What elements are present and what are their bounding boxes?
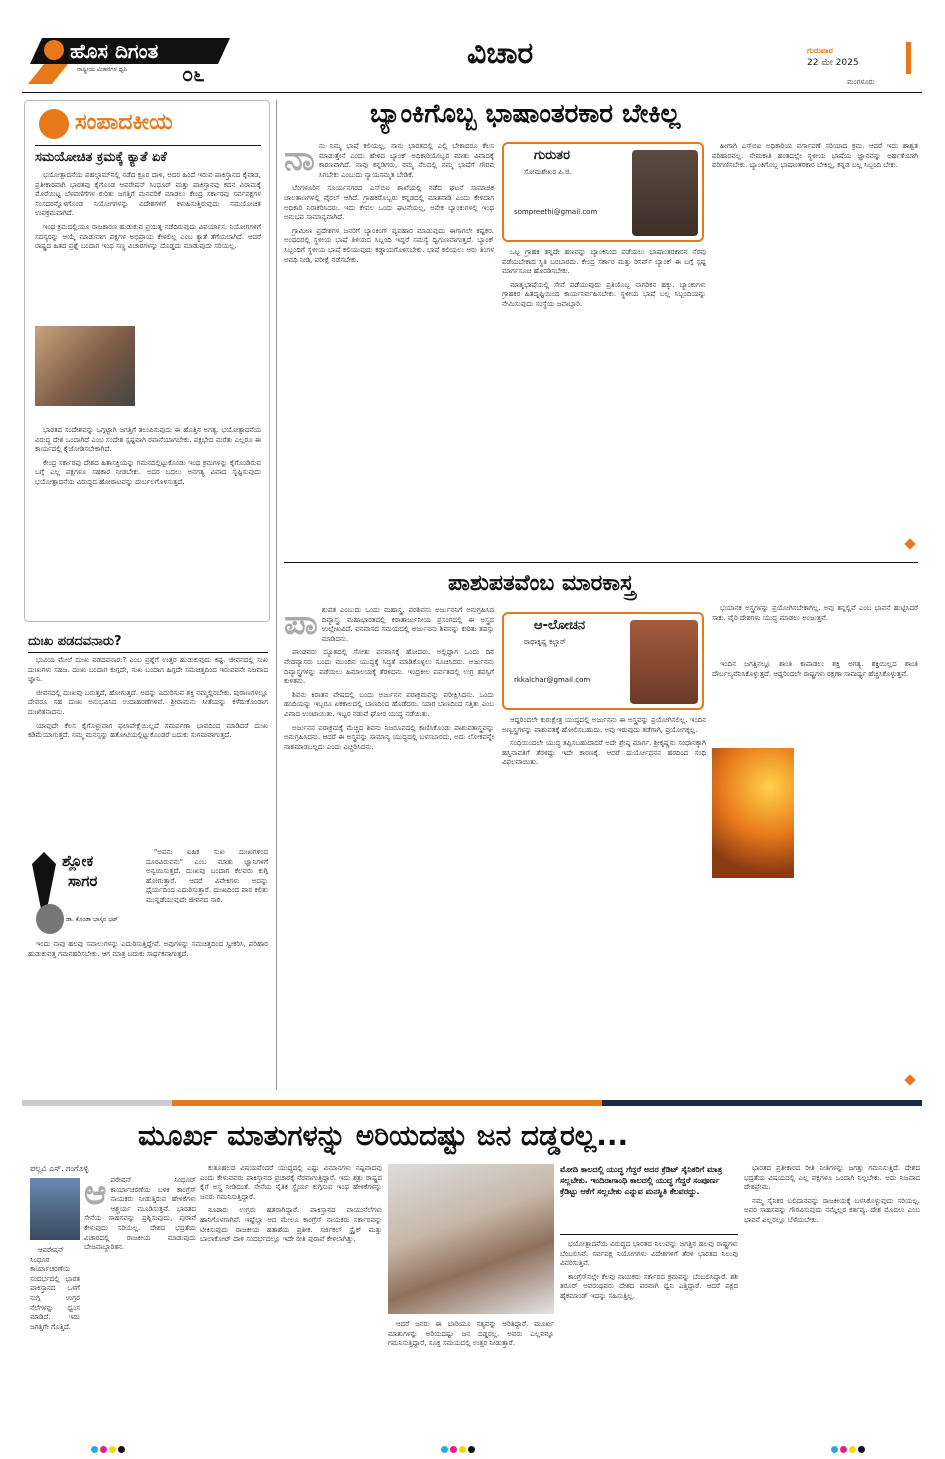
article2-paragraph: ಭಯಾನಕ ಅಸ್ತ್ರಗಳನ್ನು ಪ್ರಯೋಗಿಸಬೇಕಾಗಿಲ್ಲ. ಅವು ತನ್ನಲ್ಲಿವೆ ಎಂಬ ಭಾವನೆ ಹುಟ್ಟಿಸಿದರೆ ಸಾಕು. ವೈರಿ ದೇಶಗಳು ಯುದ್ಧ ಮಾಡಲು ಅಂಜುತ್ತವೆ. [712, 604, 918, 622]
editorial-label-rule [35, 145, 261, 146]
editorial-box [24, 100, 270, 622]
logo-text: ಹೊಸ ದಿಗಂತ [70, 39, 159, 63]
logo-block [22, 36, 237, 88]
logo-accent-bar [28, 64, 68, 84]
article3-paragraph: ಆಪರೇಷನ್ ಸಿಂಧೂರ ಕಾರ್ಯಾಚರಣೆಯ ಸಂದರ್ಭದಲ್ಲಿ ಭಾರತ ಪಾಕಿಸ್ತಾನದ ಒಳಗೆ ನುಗ್ಗಿ ಉಗ್ರರ ನೆಲೆಗಳನ್ನು ಧ್ವಂಸ ಮಾಡಿದೆ. ಇದು ಜಗತ್ತಿಗೇ ಗೊತ್ತಿದೆ. [30, 1246, 80, 1331]
article2-col-2 [502, 716, 706, 1084]
registration-marks-left [90, 1438, 126, 1457]
black-dot [858, 1446, 865, 1453]
article1-paragraph: ಗ್ರಾಮೀಣ ಪ್ರದೇಶಗಳ ಜನರಿಗೆ ಬ್ಯಾಂಕಿಂಗ್ ವ್ಯವಹಾರ ಮಾಡುವುದು ಈಗಾಗಲೇ ಕಷ್ಟಕರ. ಅಂಥದರಲ್ಲಿ ಸ್ಥಳೀಯ ಭಾಷೆ ತಿಳಿಯದ ಸಿಬ್ಬಂದಿ ಇದ್ದರೆ ಸಮಸ್ಯೆ ದ್ವಿಗುಣವಾಗುತ್ತದೆ. ಬ್ಯಾಂಕ್ ಸಿಬ್ಬಂದಿಗೆ ಸ್ಥಳೀಯ ಭಾಷೆ ಕಲಿಯುವುದು ಕಡ್ಡಾಯಗೊಳಿಸಬೇಕು. ಭಾಷೆ ಕಲಿಯಲು ಆರು ತಿಂಗಳ ಅವಧಿ ನೀಡಿ, ಪರೀಕ್ಷೆ ನಡೆಸಬೇಕು. [284, 226, 494, 264]
author-photo [36, 904, 64, 934]
article1-rule [284, 562, 918, 563]
article2-headline: ಪಾಶುಪತವೆಂಬ ಮಾರಕಾಸ್ತ್ರ [448, 571, 635, 596]
article1-byline-box [502, 142, 704, 242]
yellow-dot [459, 1446, 466, 1453]
page-number: ೦೬ [182, 62, 205, 86]
article3-col-3-bottom [388, 1320, 554, 1432]
article1-author-photo [632, 150, 698, 236]
article1-paragraph: ಮಾತೃಭಾಷೆಯಲ್ಲಿ ಸೇವೆ ಪಡೆಯುವುದು ಪ್ರತಿಯೊಬ್ಬ ನಾಗರಿಕನ ಹಕ್ಕು. ಬ್ಯಾಂಕುಗಳು ಗ್ರಾಹಕರ ಹಿತದೃಷ್ಟಿಯಿಂದ ಕಾರ್ಯನಿರ್ವಹಿಸಬೇಕು. ಸ್ಥಳೀಯ ಭಾಷೆ ಬಲ್ಲ ಸಿಬ್ಬಂದಿಯನ್ನು ನೇಮಿಸುವುದು ಸಂಸ್ಥೆಯ ಜವಾಬ್ದಾರಿ. [502, 280, 706, 308]
masthead-rule [22, 92, 922, 93]
grief-rule [28, 652, 268, 653]
magenta-dot [450, 1446, 457, 1453]
masthead-day: ಗುರುವಾರ [807, 46, 833, 55]
article3-author: ಪಲ್ಲವಿ ಎಸ್. ಗಂಗೊಳ್ಳಿ [30, 1164, 89, 1173]
article1-paragraph: ನು ನಿಮ್ಮ ಭಾಷೆ ಕಲಿಯಲ್ಲ, ನಾನು ಭಾರತದಲ್ಲಿ ಎಲ್ಲಿ ಬೇಕಾದರೂ ಕೆಲಸ ಮಾಡುತ್ತೇನೆ ಎಂದು ಹೇಳಿದ ಬ್ಯಾಂಕ್ ಅಧಿಕಾರಿಯೊಬ್ಬರ ಮಾತು ವಿವಾದಕ್ಕೆ ಕಾರಣವಾಗಿದೆ. ನಾವು ಕನ್ನಡಿಗರು, ನಮ್ಮ ನೆಲದಲ್ಲಿ ನಮ್ಮ ಭಾಷೆಗೆ ಗೌರವ ಸಿಗಬೇಕು ಎಂಬುದು ನ್ಯಾಯಸಮ್ಮತ ಬೇಡಿಕೆ. [318, 142, 494, 179]
article1-paragraph: ಹೀಗಾಗಿ ಎಸ್‌ಬಿಐ ಅಧಿಕಾರಿಯ ವರ್ಗಾವಣೆ ಸರಿಯಾದ ಕ್ರಮ. ಆದರೆ ಇದು ಶಾಶ್ವತ ಪರಿಹಾರವಲ್ಲ. ನೇಮಕಾತಿ ಹಂತದಲ್ಲೇ ಸ್ಥಳೀಯ ಭಾಷೆಯ ಜ್ಞಾನವನ್ನು ಅರ್ಹತೆಯಾಗಿ ಪರಿಗಣಿಸಬೇಕು. ಬ್ಯಾಂಕಿಗೊಬ್ಬ ಭಾಷಾಂತರಕಾರ ಬೇಕಿಲ್ಲ, ಕನ್ನಡ ಬಲ್ಲ ಸಿಬ್ಬಂದಿ ಬೇಕು. [712, 142, 918, 170]
article3-col-2 [200, 1164, 382, 1432]
divider-orange [172, 1100, 602, 1106]
cyan-dot [831, 1446, 838, 1453]
article3-headline: ಮೂರ್ಖ ಮಾತುಗಳನ್ನು ಅರಿಯದಷ್ಟು ಜನ ದಡ್ಡರಲ್ಲ... [138, 1119, 629, 1152]
article1-email: sompreethi@gmail.com [514, 208, 598, 216]
grief-body [28, 656, 268, 842]
article2-col-1 [284, 606, 494, 1084]
article1-paragraph: ಬೆಂಗಳೂರಿನ ಸೂರ್ಯನಗರದ ಎಸ್‌ಬಿಐ ಶಾಖೆಯಲ್ಲಿ ನಡೆದ ಘಟನೆ ಸಾಮಾಜಿಕ ಜಾಲತಾಣಗಳಲ್ಲಿ ವೈರಲ್ ಆಗಿದೆ. ಗ್ರಾಹಕರೊಬ್ಬರು ಕನ್ನಡದಲ್ಲಿ ಮಾತನಾಡಿ ಎಂದು ಕೇಳಿದಾಗ ಅಧಿಕಾರಿ ನಿರಾಕರಿಸಿದರು. ಇದು ಕೇವಲ ಒಂದು ಘಟನೆಯಲ್ಲ, ಅನೇಕ ಬ್ಯಾಂಕುಗಳಲ್ಲಿ ಇಂಥ ಅನುಭವ ಸಾಮಾನ್ಯವಾಗಿದೆ. [284, 184, 494, 222]
editorial-paragraph: ಇಂಥ ಕ್ರಮದಲ್ಲಿಯೂ ರಾಜಕಾರಣ ಹುಡುಕುವ ಪ್ರಯತ್ನ ನಡೆದಿರುವುದು ವಿಪರ್ಯಾಸ. ನಿಯೋಗಗಳಿಗೆ ಸದಸ್ಯರನ್ನು ಆಯ್ಕೆ ಮಾಡುವಾಗ ಪಕ್ಷಗಳ ಅಭಿಪ್ರಾಯ ಕೇಳಲಿಲ್ಲ ಎಂಬ ಕ್ಯಾತೆ ತೆಗೆಯಲಾಗಿದೆ. ಆದರೆ ರಾಷ್ಟ್ರದ ಹಿತದ ಪ್ರಶ್ನೆ ಬಂದಾಗ ಇಂಥ ಸಣ್ಣ ವಿಚಾರಗಳನ್ನು ದೊಡ್ಡದು ಮಾಡುವುದು ಸರಿಯಲ್ಲ. [35, 222, 261, 251]
article2-author-photo [630, 620, 698, 704]
article3-photo [388, 1164, 554, 1314]
article1-dropcap: ನಾ [284, 142, 315, 179]
article2-paragraph: ಆದ್ದರಿಂದಲೇ ಕುರುಕ್ಷೇತ್ರ ಯುದ್ಧದಲ್ಲಿ ಅರ್ಜುನನು ಈ ಅಸ್ತ್ರವನ್ನು ಪ್ರಯೋಗಿಸಲಿಲ್ಲ. ಇಂದಿನ ಅಣ್ವಸ್ತ್ರಗಳನ್ನು ಪಾಶುಪತಕ್ಕೆ ಹೋಲಿಸಬಹುದು. ಅವು ಇರುವುದು ತಡೆಗಾಗಿ, ಪ್ರಯೋಗಕ್ಕಲ್ಲ. [502, 716, 706, 734]
logo-tagline: ರಾಷ್ಟ್ರೀಯ ವಿಚಾರಗಳ ಧ್ವನಿ [77, 66, 128, 73]
article2-col-3-top [712, 604, 918, 654]
article3-col-4 [560, 1240, 738, 1432]
article1-column-name: ಗುರುತರ [534, 148, 570, 163]
article3-paragraph: ಆದರೆ ಜನರು ಈ ಬಾರಿಯೂ ಸತ್ಯವನ್ನು ಅರಿತಿದ್ದಾರೆ. ಮೂರ್ಖ ಮಾತುಗಳನ್ನು ಅರಿಯದಷ್ಟು ಜನ ದಡ್ಡರಲ್ಲ. ಅವರು ಎಲ್ಲವನ್ನೂ ಗಮನಿಸುತ್ತಿದ್ದಾರೆ, ಸೂಕ್ತ ಸಮಯದಲ್ಲಿ ಉತ್ತರ ನೀಡುತ್ತಾರೆ. [388, 1320, 554, 1348]
grief-paragraph: ಜೀವನದಲ್ಲಿ ದುಃಖವು ಬರುತ್ತದೆ, ಹೋಗುತ್ತದೆ. ಅದನ್ನು ಎದುರಿಸುವ ಶಕ್ತಿ ನಮ್ಮಲ್ಲಿರಬೇಕು. ಪುರಾಣಗಳಲ್ಲೂ ದೇವರೂ ಸಹ ದುಃಖ ಅನುಭವಿಸಿದ ಉದಾಹರಣೆಗಳಿವೆ. ಶ್ರೀರಾಮನು ಸೀತೆಯನ್ನು ಕಳೆದುಕೊಂಡಾಗ ದುಃಖಿತನಾದನು. [28, 688, 268, 716]
registration-marks-right [830, 1438, 866, 1457]
registration-marks-center [440, 1438, 476, 1457]
cyan-dot [91, 1446, 98, 1453]
article1-paragraph: ಒಬ್ಬ ಗ್ರಾಹಕ ತನ್ನದೇ ಹಣವನ್ನು ಬ್ಯಾಂಕಿನಿಂದ ಪಡೆಯಲು ಭಾಷಾಂತರಕಾರನ ನೆರವು ಪಡೆಯಬೇಕಾದ ಸ್ಥಿತಿ ಬರಬಾರದು. ಕೇಂದ್ರ ಸರ್ಕಾರ ಮತ್ತು ರಿಸರ್ವ್ ಬ್ಯಾಂಕ್ ಈ ಬಗ್ಗೆ ಸ್ಪಷ್ಟ ಮಾರ್ಗಸೂಚಿ ಹೊರಡಿಸಬೇಕು. [502, 248, 706, 276]
yellow-dot [849, 1446, 856, 1453]
article3-paragraph: ಭಯೋತ್ಪಾದನೆಯ ವಿರುದ್ಧದ ಭಾರತದ ನಿಲುವನ್ನು ಜಗತ್ತಿನ ಹಲವು ರಾಷ್ಟ್ರಗಳು ಬೆಂಬಲಿಸಿವೆ. ಸರ್ವಪಕ್ಷ ನಿಯೋಗಗಳು ವಿದೇಶಗಳಿಗೆ ತೆರಳಿ ಭಾರತದ ನಿಲುವು ವಿವರಿಸುತ್ತಿವೆ. [560, 1240, 738, 1268]
quill-icon [32, 852, 56, 912]
grief-paragraph: "ಅವನು ಐಹಿಕ ಸುಖ ದುಃಖಗಳಿಂದ ದೂರವಿರುವನು" ಎಂಬ ಮಾತು ಜ್ಞಾನಿಗಳಿಗೆ ಅನ್ವಯಿಸುತ್ತದೆ. ದುಃಖವು ಬಂದಾಗ ಕೆಲವರು ಕುಗ್ಗಿ ಹೋಗುತ್ತಾರೆ. ಆದರೆ ವಿವೇಕಿಗಳು ಅದನ್ನು ಧೈರ್ಯದಿಂದ ಎದುರಿಸುತ್ತಾರೆ. ದುಃಖದಿಂದ ಪಾಠ ಕಲಿತು ಮುನ್ನಡೆಯುವುದೇ ಜೀವನದ ಸಾರ. [146, 848, 268, 904]
article3-col-1 [84, 1176, 196, 1432]
masthead-date: 22 ಮೇ 2025 [807, 58, 859, 68]
cyan-dot [441, 1446, 448, 1453]
shloka-label-1: ಶ್ಲೋಕ [62, 852, 94, 870]
masthead [22, 36, 922, 92]
editorial-emblem-icon [39, 109, 69, 139]
article3-paragraph: ಕುತೂಹಲದ ವಿಷಯವೆಂದರೆ ಯುದ್ಧದಲ್ಲಿ ಎಷ್ಟು ವಿಮಾನಗಳು ನಷ್ಟವಾದವು ಎಂದು ಕೇಳುವವರು ಪಾಕಿಸ್ತಾನದ ಪ್ರಚಾರಕ್ಕೆ ನೆರವಾಗುತ್ತಿದ್ದಾರೆ. ಇದು ಶತ್ರು ರಾಷ್ಟ್ರದ ಕೈಗೆ ಅಸ್ತ್ರ ನೀಡಿದಂತೆ. ಸೇನೆಯ ನೈತಿಕ ಸ್ಥೈರ್ಯ ಕುಗ್ಗಿಸುವ ಇಂಥ ಹೇಳಿಕೆಗಳನ್ನು ಜನರು ಗಮನಿಸುತ್ತಿದ್ದಾರೆ. [200, 1164, 382, 1201]
grief-body-right [146, 848, 268, 938]
article3-col-5 [744, 1164, 920, 1432]
article3-col-1b [30, 1246, 80, 1432]
article1-col-2 [502, 248, 706, 554]
editorial-headline: ಸಮಯೋಚಿತ ಕ್ರಮಕ್ಕೆ ಕ್ಯಾತೆ ಏಕೆ [35, 150, 167, 165]
article2-dropcap: ಪಾ [284, 606, 318, 643]
editorial-paragraph: ಕೇಂದ್ರ ಸರ್ಕಾರವು ದೇಶದ ಹಿತಾಸಕ್ತಿಯನ್ನು ಗಮನದಲ್ಲಿಟ್ಟುಕೊಂಡು ಇಂಥ ಕ್ರಮಗಳನ್ನು ಕೈಗೊಂಡಿರುವ ಬಗ್ಗೆ ಎಲ್ಲ ಪಕ್ಷಗಳೂ ಸಹಕಾರ ನೀಡಬೇಕು. ಅದರ ಬದಲು ಅನಗತ್ಯ ವಿವಾದ ಸೃಷ್ಟಿಸುವುದು ಭಯೋತ್ಪಾದನೆಯ ವಿರುದ್ಧದ ಹೋರಾಟವನ್ನು ದುರ್ಬಲಗೊಳಿಸುತ್ತದೆ. [35, 458, 261, 486]
article3-paragraph: ಭಾರತದ ಪ್ರತೀಕಾರದ ರೀತಿ ನೀತಿಗಳನ್ನು ಜಗತ್ತು ಗಮನಿಸುತ್ತಿದೆ. ದೇಶದ ಭದ್ರತೆಯ ವಿಷಯದಲ್ಲಿ ಎಲ್ಲ ಪಕ್ಷಗಳೂ ಒಂದಾಗಿ ನಿಲ್ಲಬೇಕು. ಅದು ನಿಜವಾದ ದೇಶಪ್ರೇಮ. [744, 1164, 920, 1192]
editorial-photo [35, 326, 135, 406]
editorial-paragraph: ಭಾರತದ ಸಂದೇಶವನ್ನು ಒಗ್ಗಟ್ಟಾಗಿ ಜಗತ್ತಿಗೆ ತಲುಪಿಸುವುದು ಈ ಹೊತ್ತಿನ ಅಗತ್ಯ. ಭಯೋತ್ಪಾದನೆಯ ವಿರುದ್ಧ ದೇಶ ಒಂದಾಗಿದೆ ಎಂಬ ಸಂದೇಶ ಸ್ಪಷ್ಟವಾಗಿ ರವಾನೆಯಾಗಬೇಕು. ಪಕ್ಷಭೇದ ಮರೆತು ಎಲ್ಲರೂ ಈ ಕಾರ್ಯದಲ್ಲಿ ಕೈಜೋಡಿಸಬೇಕಾಗಿದೆ. [35, 426, 261, 454]
article1-headline: ಬ್ಯಾಂಕಿಗೊಬ್ಬ ಭಾಷಾಂತರಕಾರ ಬೇಕಿಲ್ಲ [370, 99, 681, 129]
article2-paragraph: ಸಂಧಿಯಿಂದಲೇ ಯುದ್ಧ ತಪ್ಪಿಸಬಹುದಾದರೆ ಅದೇ ಶ್ರೇಷ್ಠ ಮಾರ್ಗ. ಶ್ರೀಕೃಷ್ಣನು ಸಂಧಾನಕ್ಕಾಗಿ ಹಸ್ತಿನಾವತಿಗೆ ತೆರಳಿದ್ದು ಇದೇ ಕಾರಣಕ್ಕೆ. ಆದರೆ ದುರ್ಯೋಧನನ ಹಠದಿಂದ ಸಂಧಿ ವಿಫಲವಾಯಿತು. [502, 739, 706, 767]
editorial-label: ಸಂಪಾದಕೀಯ [75, 110, 173, 135]
article3-dropcap: ಆ [84, 1176, 107, 1213]
article1-col-3 [712, 142, 918, 554]
black-dot [468, 1446, 475, 1453]
logo-emblem-icon [44, 40, 64, 60]
grief-headline: ದುಃಖ ಪಡದವನಾರು? [28, 634, 122, 649]
editorial-body-2 [35, 426, 261, 616]
black-dot [118, 1446, 125, 1453]
article2-col-3 [712, 660, 918, 1084]
masthead-side-accent [906, 42, 911, 74]
article2-paragraph: ಶಿವನು ಕಿರಾತನ ವೇಷದಲ್ಲಿ ಬಂದು ಅರ್ಜುನನ ಪರಾಕ್ರಮವನ್ನು ಪರೀಕ್ಷಿಸಿದನು. ಒಂದು ಹಂದಿಯನ್ನು ಇಬ್ಬರೂ ಏಕಕಾಲದಲ್ಲಿ ಬಾಣದಿಂದ ಹೊಡೆದರು. ಯಾರ ಬಾಣದಿಂದ ಸತ್ತಿತು ಎಂಬ ವಿವಾದ ಉಂಟಾಯಿತು. ಇಬ್ಬರ ನಡುವೆ ಘೋರ ಯುದ್ಧ ನಡೆಯಿತು. [284, 690, 494, 718]
article3-paragraph: ಕಾಂಗ್ರೆಸ್‌ನಲ್ಲೇ ಕೆಲವು ನಾಯಕರು ಸರ್ಕಾರದ ಕ್ರಮವನ್ನು ಬೆಂಬಲಿಸಿದ್ದಾರೆ. ಶಶಿ ತರೂರ್ ಅವರಂಥವರು ದೇಶದ ಪರವಾಗಿ ಧ್ವನಿ ಎತ್ತಿದ್ದಾರೆ. ಆದರೆ ಪಕ್ಷದ ಹೈಕಮಾಂಡ್ ಇದನ್ನು ಸಹಿಸುತ್ತಿಲ್ಲ. [560, 1272, 738, 1300]
article2-byline-box [502, 612, 704, 710]
shloka-author: ಡಾ. ಕೊಂಡಾ ಭಾಸ್ಕರ ಭಟ್ [66, 916, 119, 923]
article3-pullquote: ಮೋದಿ ಕಾಲದಲ್ಲಿ ಯುದ್ಧ ಗೆದ್ದರೆ ಅದರ ಕ್ರೆಡಿಟ್ ಸೈನಿಕರಿಗೆ ಮಾತ್ರ ಸಲ್ಲಬೇಕು. ಇಂದಿರಾಗಾಂಧಿ ಕಾಲದಲ್ಲಿ ಯುದ್ಧ ಗೆದ್ದರೆ ಸಂಪೂರ್ಣ ಕ್ರೆಡಿಟ್ಟು ಆಕೆಗೆ ಸಲ್ಲಬೇಕು ಎನ್ನುವ ಮನಸ್ಥಿತಿ ಕೆಲವರದ್ದು. [560, 1165, 723, 1196]
column-divider [276, 100, 277, 1090]
shloka-logo [28, 848, 140, 938]
grief-body-bottom [28, 940, 268, 1090]
editorial-paragraph: ಭಯೋತ್ಪಾದನೆಯ ಪಹಲ್ಗಾಮ್‌ನಲ್ಲಿ ನಡೆದ ಕ್ರೂರ ದಾಳಿ, ಅದರ ಹಿಂದೆ ಇರುವ ಪಾಕಿಸ್ತಾನದ ಕೈವಾಡ, ಪ್ರತೀಕಾರವಾಗಿ ಭಾರತವು ಕೈಗೊಂಡ ಆಪರೇಷನ್ ಸಿಂಧೂರ್ ಮತ್ತು ಪಾಕಿಸ್ತಾನವು ಕದನ ವಿರಾಮಕ್ಕೆ ಮೊರೆಯಿಟ್ಟ ಬೆಳವಣಿಗೆಗಳ ಕುರಿತು ಜಗತ್ತಿಗೆ ಮನವರಿಕೆ ಮಾಡಲು ಕೇಂದ್ರ ಸರ್ಕಾರವು ಸರ್ವಪಕ್ಷಗಳ ಸಂಸದರನ್ನೊಳಗೊಂಡ ನಿಯೋಗಗಳನ್ನು ವಿದೇಶಗಳಿಗೆ ಕಳುಹಿಸುತ್ತಿರುವುದು ಸಮಯೋಚಿತ ಉಪಕ್ರಮವಾಗಿದೆ. [35, 171, 261, 218]
magenta-dot [840, 1446, 847, 1453]
divider-navy [602, 1100, 922, 1106]
masthead-city: ಮಂಗಳೂರು [847, 78, 875, 86]
article2-paragraph: ಅರ್ಜುನನ ಪರಾಕ್ರಮಕ್ಕೆ ಮೆಚ್ಚಿದ ಶಿವನು ನಿಜರೂಪದಲ್ಲಿ ಕಾಣಿಸಿಕೊಂಡು ಪಾಶುಪತಾಸ್ತ್ರವನ್ನು ಅನುಗ್ರಹಿಸಿದನು. ಆದರೆ ಈ ಅಸ್ತ್ರವನ್ನು ಸಾಮಾನ್ಯ ಯುದ್ಧದಲ್ಲಿ ಬಳಸಬಾರದು, ಅದು ಲೋಕವನ್ನೇ ನಾಶಮಾಡಬಲ್ಲದು ಎಂದು ಎಚ್ಚರಿಸಿದನು. [284, 723, 494, 751]
article2-email: rkkalchar@gmail.com [514, 676, 591, 684]
magenta-dot [100, 1446, 107, 1453]
yellow-dot [109, 1446, 116, 1453]
grief-paragraph: ಯಾವುದೇ ಕೆಲಸ ಕೈಗೊಳ್ಳುವಾಗ ಫಲಾಪೇಕ್ಷೆಯಿಲ್ಲದೆ ಸಮರ್ಪಣಾ ಭಾವದಿಂದ ಮಾಡಿದರೆ ದುಃಖ ಕಡಿಮೆಯಾಗುತ್ತದೆ. ನಮ್ಮ ಮನಸ್ಸನ್ನು ಹತೋಟಿಯಲ್ಲಿಟ್ಟುಕೊಂಡರೆ ಬದುಕು ಸುಗಮವಾಗುತ್ತದೆ. [28, 721, 268, 740]
article2-paragraph: ಶುಪತ ಎಂಬುದು ಒಂದು ಮಹಾಸ್ತ್ರ. ಪರಶಿವನು ಅರ್ಜುನನಿಗೆ ಅನುಗ್ರಹಿಸಿದ ದಿವ್ಯಾಸ್ತ್ರ. ಮಹಾಭಾರತದಲ್ಲಿ ಕಿರಾತಾರ್ಜುನೀಯ ಪ್ರಸಂಗದಲ್ಲಿ ಈ ಅಸ್ತ್ರದ ಉಲ್ಲೇಖವಿದೆ. ವನವಾಸದ ಸಮಯದಲ್ಲಿ ಅರ್ಜುನನು ಶಿವನನ್ನು ಕುರಿತು ತಪಸ್ಸು ಮಾಡಿದನು. [321, 606, 494, 643]
grief-paragraph: ಇಂದು ನಾವು ಹಲವು ಸವಾಲುಗಳನ್ನು ಎದುರಿಸುತ್ತಿದ್ದೇವೆ. ಅವುಗಳನ್ನು ಸಮಚಿತ್ತದಿಂದ ಸ್ವೀಕರಿಸಿ, ಪರಿಹಾರ ಹುಡುಕುವತ್ತ ಗಮನಹರಿಸಬೇಕು. ಆಗ ಮಾತ್ರ ಬದುಕು ಸಾರ್ಥಕವಾಗುತ್ತದೆ. [28, 940, 268, 958]
article2-paragraph: ಪಾಂಡವರು ದ್ಯೂತದಲ್ಲಿ ಸೋತು ವನವಾಸಕ್ಕೆ ಹೋದರು. ಅಲ್ಲಿದ್ದಾಗ ಒಂದು ದಿನ ವೇದವ್ಯಾಸರು ಬಂದು ಮುಂದಿನ ಯುದ್ಧಕ್ಕೆ ಸಿದ್ಧತೆ ಮಾಡಿಕೊಳ್ಳಲು ಸೂಚಿಸಿದರು. ಅರ್ಜುನನು ದಿವ್ಯಾಸ್ತ್ರಗಳನ್ನು ಪಡೆಯಲು ಹಿಮಾಲಯಕ್ಕೆ ತೆರಳಿದನು. ಇಂದ್ರಕೀಲ ಪರ್ವತದಲ್ಲಿ ಉಗ್ರ ತಪಸ್ಸಿಗೆ ಕುಳಿತನು. [284, 648, 494, 686]
article3-paragraph: ನಮ್ಮ ಸೈನಿಕರ ಬಲಿದಾನವನ್ನು ರಾಜಕೀಯಕ್ಕೆ ಬಳಸಿಕೊಳ್ಳುವುದು ಸರಿಯಲ್ಲ. ಅವರ ಸಾಹಸವನ್ನು ಗೌರವಿಸುವುದು ನಮ್ಮೆಲ್ಲರ ಕರ್ತವ್ಯ. ದೇಶ ಮೊದಲು ಎಂಬ ಭಾವನೆ ಎಲ್ಲರಲ್ಲೂ ಬೆಳೆಯಬೇಕು. [744, 1196, 920, 1224]
article3-paragraph: ನೂರಾರು ಉಗ್ರರು ಹತರಾಗಿದ್ದಾರೆ. ಪಾಕಿಸ್ತಾನದ ವಾಯುನೆಲೆಗಳು ಹಾನಿಗೊಳಗಾಗಿವೆ. ಇಷ್ಟೆಲ್ಲಾ ಆದ ಮೇಲೂ ಕಾಂಗ್ರೆಸ್ ನಾಯಕರು ಸರ್ಕಾರವನ್ನು ಟೀಕಿಸುವುದು ರಾಜಕೀಯ ಹತಾಶೆಯ ಪ್ರತೀಕ. ಸರ್ಜಿಕಲ್ ಸ್ಟ್ರೈಕ್ ಮತ್ತು ಬಾಲಾಕೋಟ್ ದಾಳಿ ಸಂದರ್ಭದಲ್ಲೂ ಇದೇ ರೀತಿ ಪುರಾವೆ ಕೇಳಲಾಗಿತ್ತು. [200, 1206, 382, 1244]
article3-paragraph: ಪರೇಷನ್ ಸಿಂಧೂರ್ ಕಾರ್ಯಾಚರಣೆಯ ಬಳಿಕ ಕಾಂಗ್ರೆಸ್ ನಾಯಕರು ನೀಡುತ್ತಿರುವ ಹೇಳಿಕೆಗಳು ಆಶ್ಚರ್ಯ ಮೂಡಿಸುತ್ತವೆ. ಭಾರತದ ಸೇನೆಯ ಸಾಹಸವನ್ನು ಪ್ರಶ್ನಿಸುವುದು, ಪುರಾವೆ ಕೇಳುವುದು ಸರಿಯಲ್ಲ. ದೇಶದ ಭದ್ರತೆಯ ವಿಚಾರದಲ್ಲಿ ರಾಜಕೀಯ ಮಾಡುವುದು ಬೇಜವಾಬ್ದಾರಿತನ. [84, 1176, 196, 1252]
article2-author: ರಾಧಾಕೃಷ್ಣ ಕಲ್ಚಾರ್ [524, 638, 566, 646]
article2-paragraph: ಇಂದಿನ ಜಗತ್ತಿನಲ್ಲೂ ಶಾಂತಿ ಕಾಪಾಡಲು ಶಕ್ತಿ ಅಗತ್ಯ. ಶಕ್ತಿಯಿಲ್ಲದ ಶಾಂತಿ ದೌರ್ಬಲ್ಯವೆನಿಸಿಕೊಳ್ಳುತ್ತದೆ. ಆದ್ದರಿಂದಲೇ ರಾಷ್ಟ್ರಗಳು ರಕ್ಷಣಾ ಸಾಮರ್ಥ್ಯ ಹೆಚ್ಚಿಸಿಕೊಳ್ಳುತ್ತವೆ. [712, 660, 918, 678]
article1-col-1 [284, 142, 494, 556]
section-divider-band [22, 1100, 922, 1106]
article2-column-name: ಆ-ಲೋಚನ [534, 618, 586, 633]
pullquote-rule [560, 1234, 738, 1235]
shloka-label-2: ಸಾಗರ [68, 872, 98, 890]
grief-paragraph: ಭುವಿಯ ಮೇಲೆ ದುಃಖ ಪಡದವನಾರು? ಎಂಬ ಪ್ರಶ್ನೆಗೆ ಉತ್ತರ ಹುಡುಕುವುದು ಕಷ್ಟ. ಜೀವನದಲ್ಲಿ ಸುಖ ದುಃಖಗಳು ಸಹಜ. ದುಃಖ ಬಂದಾಗ ಕುಗ್ಗದೇ, ಸುಖ ಬಂದಾಗ ಹಿಗ್ಗದೇ ಸಮಚಿತ್ತದಿಂದ ಇರುವವನೇ ನಿಜವಾದ ಜ್ಞಾನಿ. [28, 656, 268, 684]
article3-author-photo [30, 1178, 80, 1240]
section-title: ವಿಚಾರ [467, 36, 534, 71]
article1-author: ಸೋಮಶೇಖರ ಪಿ.ಜಿ. [524, 168, 572, 176]
